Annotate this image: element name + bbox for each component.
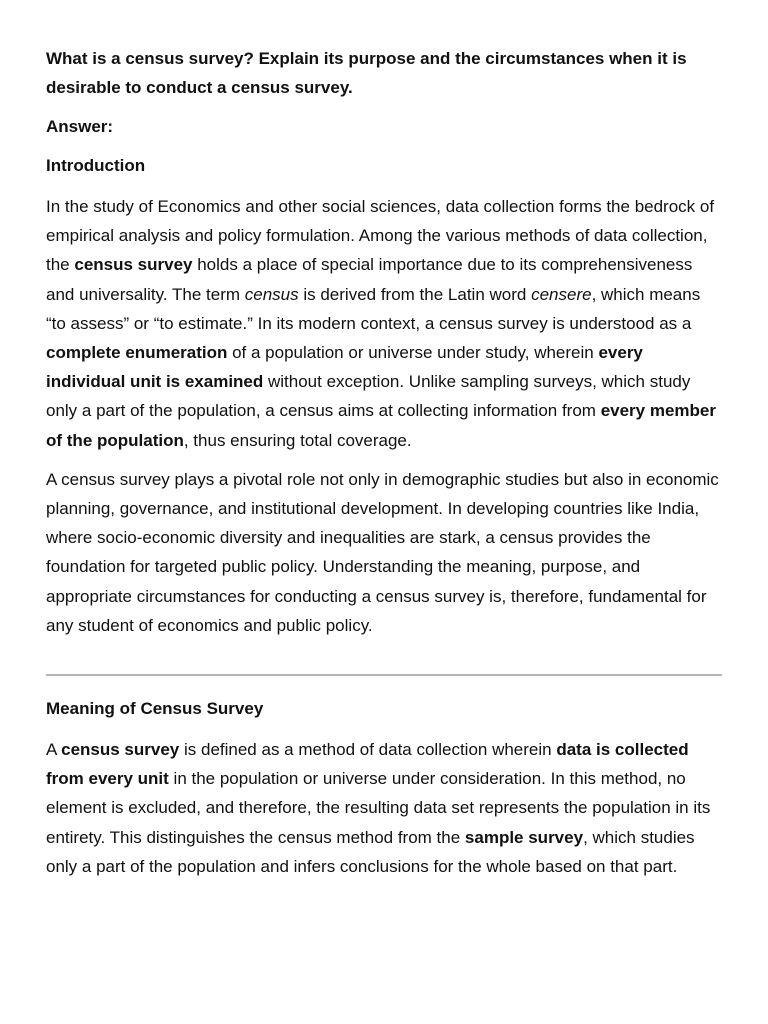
introduction-paragraph-1 (46, 192, 722, 455)
text-run: A (46, 740, 62, 760)
italic-term: censere (531, 284, 592, 304)
introduction-paragraph-2 (46, 465, 722, 640)
bold-phrase: sample survey (464, 827, 584, 847)
meaning-heading: Meaning of Census Survey (46, 699, 264, 719)
answer-label: Answer: (46, 117, 114, 136)
text-run: , which studies only a part of the population and infers conclusions for the whole based on that part. (46, 827, 695, 876)
text-run: without exception. Unlike sampling surveys, which study only a part of the population, a census aims at collecting information from (46, 372, 691, 421)
bold-phrase: census survey (74, 255, 193, 275)
text-run: is derived from the Latin word (298, 284, 532, 304)
bold-phrase: data is collected from every unit (46, 740, 689, 789)
bold-phrase: every member of the population (46, 401, 716, 450)
text-run: , which means “to assess” or “to estimate.” In its modern context, a census survey is understood as a (46, 284, 701, 333)
question-heading: What is a census survey? Explain its purpose and the circumstances when it is desirable to conduct a census survey. (46, 49, 687, 97)
italic-term: census (244, 284, 299, 304)
bold-phrase: census survey (61, 740, 180, 760)
text-run: A census survey plays a pivotal role not only in demographic studies but also in economic planning, governance, and institutional development. In developing countries like India, where socio-economic diversity and inequalities are stark, a census provides the foundation for targeted public policy. Understanding the meaning, purpose, and appropriate circumstances for conducting a census survey is, therefore, fundamental for any student of economics and public policy. (46, 469, 719, 635)
section-divider (46, 674, 722, 676)
bold-phrase: complete enumeration (46, 343, 228, 363)
meaning-paragraph-1 (46, 735, 722, 881)
bold-phrase: every individual unit is examined (46, 343, 643, 392)
text-run: of a population or universe under study, wherein (227, 343, 599, 363)
introduction-heading: Introduction (46, 156, 146, 175)
text-run: , thus ensuring total coverage. (183, 430, 412, 450)
text-run: holds a place of special importance due to its comprehensiveness and universality. The term (46, 255, 693, 304)
text-run: is defined as a method of data collection wherein (179, 740, 557, 760)
text-run: in the population or universe under consideration. In this method, no element is excluded, and therefore, the resulting data set represents the population in its entirety. This distinguishes the census method from the (46, 769, 711, 847)
text-run: In the study of Economics and other social sciences, data collection forms the bedrock of empirical analysis and policy formulation. Among the various methods of data collection, the (46, 197, 715, 275)
